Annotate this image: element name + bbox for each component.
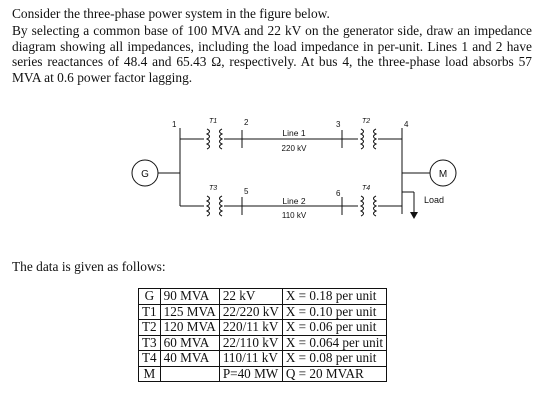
table-cell: T2 [139, 320, 161, 336]
table-cell: 22/110 kV [219, 335, 282, 351]
table-row [139, 366, 387, 382]
table-cell: 110/11 kV [219, 351, 282, 367]
table-row [139, 320, 387, 336]
table-cell: 120 MVA [160, 320, 219, 336]
table-cell: X = 0.10 per unit [282, 304, 386, 320]
t4-label: T4 [362, 185, 371, 192]
line-2-voltage: 110 kV [281, 211, 307, 220]
table-cell: 60 MVA [160, 335, 219, 351]
load-arrow [410, 212, 418, 219]
t3-label: T3 [209, 185, 218, 192]
table-row [139, 351, 387, 367]
table-cell: T3 [139, 335, 161, 351]
table-row [139, 335, 387, 351]
table-cell: 125 MVA [160, 304, 219, 320]
problem-statement: By selecting a common base of 100 MVA and 22 kV on the generator side, draw an impedance diagram showing all impedances, including the load impedance in per-unit. Lines 1 and 2 have series reactances of 48.4 and 65.43 Ω, respectively. At bus 4, the three-phase load absorbs 57 MVA at 0.6 power factor lagging. [12, 23, 532, 85]
table-cell: X = 0.06 per unit [282, 320, 386, 336]
table-cell: T1 [139, 304, 161, 320]
data-table [138, 288, 387, 382]
table-cell: G [139, 289, 161, 305]
table-cell: M [139, 366, 161, 382]
table-cell: Q = 20 MVAR [282, 366, 386, 382]
table-cell [160, 366, 219, 382]
table-cell: X = 0.18 per unit [282, 289, 386, 305]
t3-coil-secondary [220, 196, 223, 216]
bus-2-label: 2 [244, 118, 249, 127]
intro-sentence: Consider the three-phase power system in the figure below. [12, 6, 330, 21]
load-label: Load [424, 195, 445, 205]
table-cell: X = 0.064 per unit [282, 335, 386, 351]
power-system-diagram [0, 108, 540, 248]
t2-label: T2 [362, 118, 371, 125]
line-1-voltage: 220 kV [281, 144, 307, 153]
t1-label: T1 [209, 118, 218, 125]
t4-coil-primary [361, 196, 364, 216]
t1-coil-secondary [220, 129, 223, 149]
table-cell: 22 kV [219, 289, 282, 305]
t1-coil-primary [207, 129, 210, 149]
generator-label: G [141, 169, 149, 180]
bus-6-label: 6 [336, 189, 341, 198]
table-cell: T4 [139, 351, 161, 367]
line-2-name: Line 2 [282, 196, 306, 206]
line-1-name: Line 1 [282, 128, 306, 138]
table-row [139, 304, 387, 320]
table-cell: 220/11 kV [219, 320, 282, 336]
table-cell: 40 MVA [160, 351, 219, 367]
table-cell: P=40 MW [219, 366, 282, 382]
table-cell: X = 0.08 per unit [282, 351, 386, 367]
bus-5-label: 5 [244, 187, 249, 196]
motor-label: M [438, 169, 448, 180]
t2-coil-primary [361, 129, 364, 149]
t3-coil-primary [207, 196, 210, 216]
bus-4-label: 4 [404, 120, 409, 129]
bus-1-label: 1 [172, 120, 177, 129]
t2-coil-secondary [374, 129, 377, 149]
bus-3-label: 3 [336, 120, 341, 129]
data-intro: The data is given as follows: [12, 259, 166, 274]
table-cell: 90 MVA [160, 289, 219, 305]
table-cell: 22/220 kV [219, 304, 282, 320]
table-row [139, 289, 387, 305]
t4-coil-secondary [374, 196, 377, 216]
